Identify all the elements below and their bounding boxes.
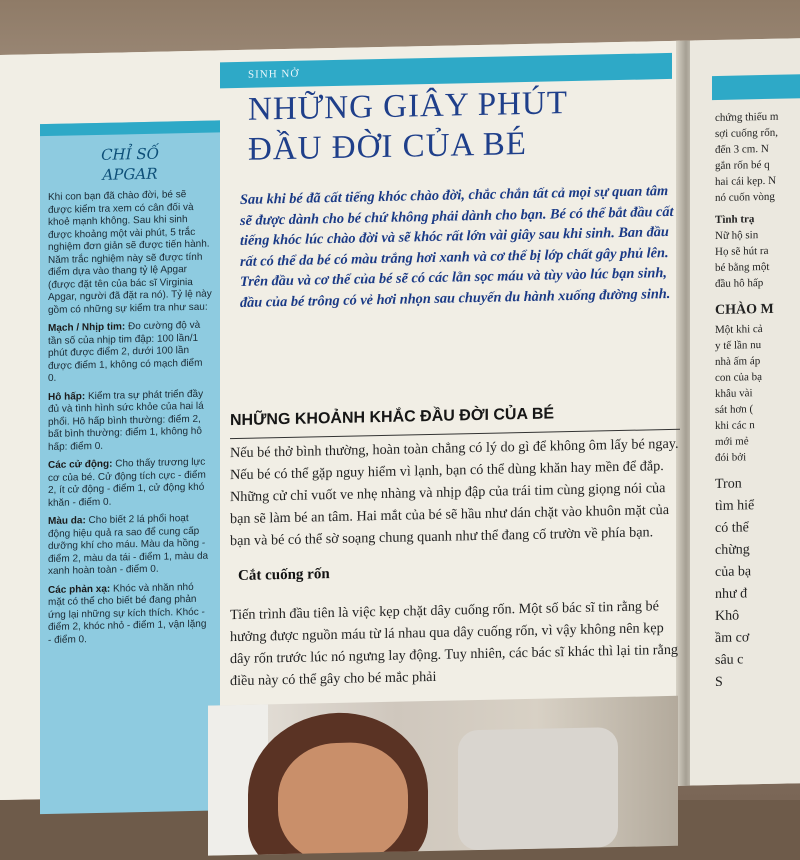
sidebar-text: Cho biết 2 lá phổi hoạt động hiệu quả ra sao để cung cấp dưỡng khí cho máu. Màu da hồng - điểm 2, màu da tái - điểm 1, màu da xanh hoàn toàn - điểm 0. — [48, 513, 209, 577]
right-line: của bạ — [715, 564, 752, 581]
sidebar-title-line: CHỈ SỐ — [101, 144, 159, 164]
right-line: như đ — [715, 586, 748, 603]
body-text: Nếu bé thở bình thường, hoàn toàn chẳng có lý do gì để không ôm lấy bé ngay. Nếu bé có thể gặp nguy hiểm vì lạnh, bạn có thể dùng khăn hay mền để đắp. Những cử chỉ vuốt ve nhẹ nhàng và nhịp đập của trái tim cùng giọng nói của bạn sẽ làm bé an tâm. Hai mắt của bé sẽ hầu như dán chặt vào khuôn mặt của bạn và bé có thể sờ soạng chung quanh như thể đang cố trườn về phía bạn. — [230, 435, 679, 550]
right-line: bé bằng một — [715, 260, 770, 275]
right-line: nhà ấm áp — [715, 355, 761, 369]
sidebar-lead: Các phản xạ: — [48, 583, 111, 596]
body-paragraph — [230, 581, 680, 707]
article-title — [248, 81, 668, 170]
article-intro: Sau khi bé đã cất tiếng khóc chào đời, chắc chắn tất cả mọi sự quan tâm sẽ được dành cho bé chứ không phải dành cho bạn. Bé có thể bắt đầu cất tiếng khóc lúc chào đời và sẽ khóc rất lớn vài giây sau khi sinh. Ban đầu rất có thể da bé có màu trắng hơi xanh và cơ thể bị lớp chất gây phủ lên. Trên đầu và cơ thể của bé sẽ có các lằn sọc máu và tùy vào lúc bạn sinh, đầu của bé trông có vẻ hơi nhọn sau chuyến du hành xuống đường sinh. — [240, 183, 674, 311]
sidebar-top-bar — [40, 120, 220, 136]
right-page-text — [715, 108, 800, 694]
right-line: có thể — [715, 520, 749, 537]
sidebar-paragraph — [48, 388, 212, 454]
right-line: Khô — [715, 608, 740, 625]
section-label: SINH NỞ — [220, 53, 672, 88]
sidebar-paragraph — [48, 581, 212, 647]
right-line: tìm hiể — [715, 498, 755, 515]
sidebar-title-line: APGAR — [102, 164, 158, 184]
sidebar-title — [40, 142, 220, 186]
right-line: chừng — [715, 542, 750, 559]
right-page-bar — [712, 74, 800, 100]
right-line: ầm cơ — [715, 630, 750, 647]
right-line: nó cuốn vòng — [715, 190, 775, 205]
right-line: Tron — [715, 476, 742, 493]
sidebar-paragraph — [48, 457, 212, 510]
right-line: hai cái kẹp. N — [715, 174, 777, 189]
sidebar-text: Khi con bạn đã chào đời, bé sẽ được kiểm tra xem có cân đối và khoẻ mạnh không. Sau khi sinh được khoảng một vài phút, 5 trắc nghiệm đơn giản sẽ được tiến hành. Năm trắc nghiệm này sẽ được tính điểm dựa vào thang tỷ lệ Apgar (được đặt tên của bác sĩ Virginia Apgar, người đã đặt ra nó). Tỷ lệ này gồm có những sự kiểm tra như sau: — [48, 189, 212, 316]
title-line: ĐẦU ĐỜI CỦA BÉ — [248, 125, 527, 168]
right-heading: Tình trạ — [715, 213, 755, 227]
sidebar-paragraph — [48, 513, 212, 579]
right-line: sát hơn ( — [715, 403, 754, 417]
right-line: đầu hô hấp — [715, 277, 764, 291]
newborn-mother-photo — [208, 696, 678, 856]
right-line: S — [715, 674, 723, 691]
right-line: đói bởi — [715, 451, 747, 465]
right-line: mới mẻ — [715, 435, 749, 449]
photo-face — [278, 741, 408, 855]
body-paragraph — [230, 433, 680, 552]
sidebar-lead: Màu da: — [48, 515, 86, 527]
sidebar-lead: Các cử động: — [48, 458, 113, 471]
sidebar-text: Khóc và nhăn nhó mặt có thể cho biết bé đang phản ứng lại những sự kích thích. Khóc - điểm 2, khóc nhỏ - điểm 1, vận lặng - điểm 0. — [48, 581, 207, 646]
right-line: chứng thiếu m — [715, 110, 779, 125]
right-line: Họ sẽ hút ra — [715, 244, 769, 259]
right-line: y tế lần nu — [715, 339, 762, 353]
right-line: Nữ hộ sin — [715, 229, 759, 243]
right-heading: CHÀO M — [715, 301, 774, 319]
sidebar-body — [40, 182, 220, 659]
photo-gown — [458, 727, 618, 850]
title-line: NHỮNG GIÂY PHÚT — [248, 85, 568, 128]
section-heading: NHỮNG KHOẢNH KHẮC ĐẦU ĐỜI CỦA BÉ — [230, 405, 555, 430]
right-line: gắn rốn bé q — [715, 158, 770, 173]
sidebar-lead: Mạch / Nhịp tim: — [48, 321, 126, 334]
right-line: con của bạ — [715, 371, 763, 385]
body-text: Tiến trình đầu tiên là việc kẹp chặt dây cuống rốn. Một số bác sĩ tin rằng bé hưởng được nguồn máu từ lá nhau qua dây cuống rốn, vì vậy không nên kẹp dây rốn trước lúc nó ngưng lay động. Tuy nhiên, các bác sĩ khác thì lại tin rằng điều này có thể gây cho bé mắc phải — [230, 598, 679, 690]
right-line: Một khi cả — [715, 323, 763, 337]
sidebar-paragraph — [48, 320, 212, 386]
right-line: khi các n — [715, 419, 755, 433]
sidebar-text: Cho thấy trương lực cơ của bé. Cử động tích cực - điểm 2, ít cử động - điểm 1, cử động khó khăn - điểm 0. — [48, 456, 206, 509]
magazine-spread — [0, 38, 800, 800]
apgar-sidebar — [40, 120, 220, 814]
right-line: sâu c — [715, 652, 744, 669]
sidebar-text: Kiểm tra sự phát triển đầy đủ và tình hình sức khỏe của hai lá phổi. Hô hấp bình thường: điểm 2, bất bình thường: điểm 1, không hô hấp: điểm 0. — [48, 388, 204, 453]
right-line: đến 3 cm. N — [715, 142, 769, 157]
sidebar-lead: Hô hấp: — [48, 390, 86, 403]
right-line: khâu vài — [715, 387, 753, 401]
sidebar-text: Đo cường độ và tần số của nhịp tim đập: 100 lần/1 phút được điểm 2, dưới 100 lần được điểm 1, không có mạch điểm 0. — [48, 319, 203, 384]
sidebar-paragraph — [48, 189, 212, 317]
subheading: Cắt cuống rốn — [238, 566, 330, 585]
right-line: sợi cuống rốn, — [715, 126, 778, 141]
